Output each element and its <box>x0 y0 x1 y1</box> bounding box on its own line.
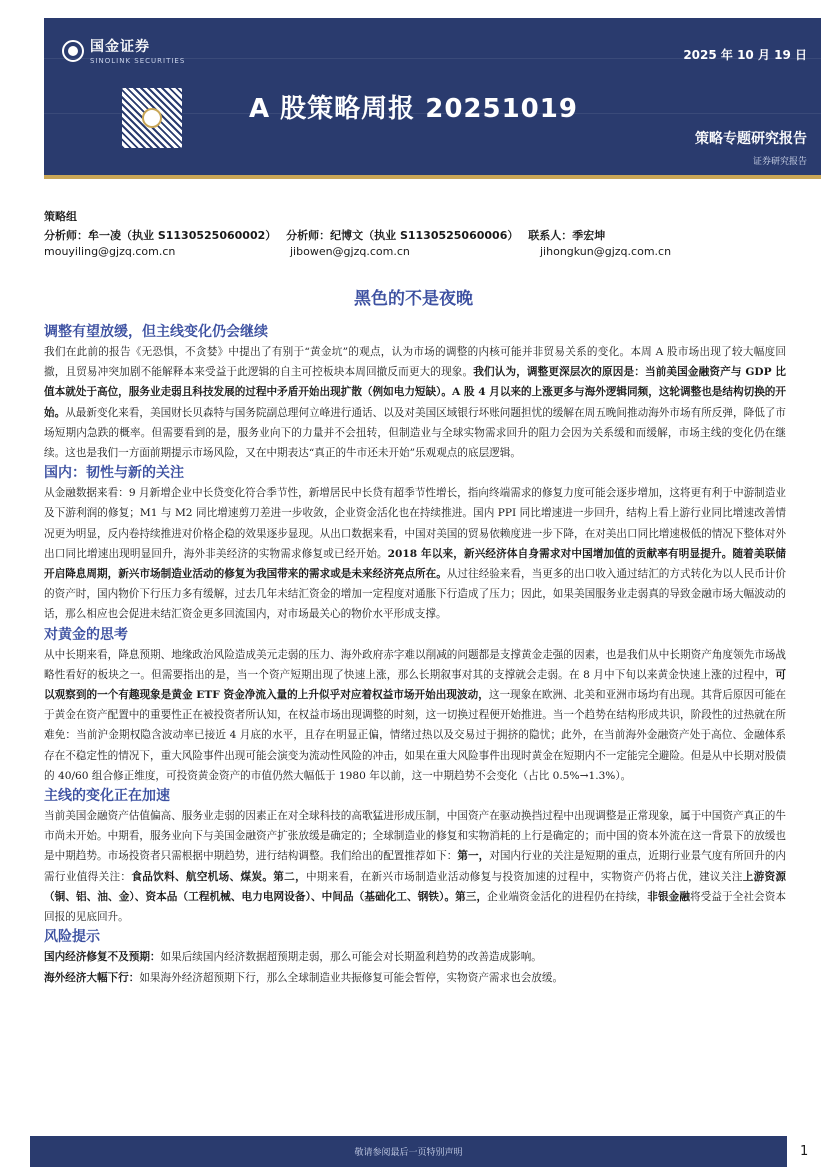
page-footer <box>30 1136 787 1167</box>
page-number: 1 <box>800 1144 809 1159</box>
logo-name-cn: 国金证券 <box>90 39 150 55</box>
report-subtype: 证券研究报告 <box>752 157 807 167</box>
section-paragraph: 我们在此前的报告《无恐惧，不贪婪》中提出了有别于“黄金坑”的观点，认为市场的调整的内核可能并非贸易关系的变化。本周 A 股市场出现了较大幅度回撤，且贸易冲突加剧不能解释本来受益于此逻辑的自主可控板块本周回撤反而更大的现象。我们认为，调整更深层次的原因是：当前美国金融资产与 GDP 比值本就处于高位，服务业走弱且科技发展的过程中矛盾开始出现扩散（例如电力短缺）。A 股 4 月以来的上涨更多与海外逻辑同频，这轮调整也是结构切换的开始。从最新变化来看，美国财长贝森特与国务院副总理何立峰进行通话、以及对美国区域银行坏账问题担忧的缓解在周五晚间推动海外市场有所反弹，降低了市场短期内急跌的概率。但需要看到的是，服务业向下的力量并不会扭转，但制造业与全球实物需求回升的阻力会因为关系缓和而缓解，市场主线的变化仍在继续。这也是我们一方面前期提示市场风险，又在中期表达“真正的牛市还未开始”乐观观点的底层逻辑。 <box>44 346 786 460</box>
section-title: 国内：韧性与新的关注 <box>44 465 184 482</box>
report-date: 2025 年 10 月 19 日 <box>683 48 807 62</box>
email-2[interactable]: jibowen@gjzq.com.cn <box>290 245 410 258</box>
qr-logo-icon <box>142 108 162 128</box>
email-3[interactable]: jihongkun@gjzq.com.cn <box>540 245 672 258</box>
footer-disclaimer: 敬请参阅最后一页特别声明 <box>354 1148 463 1158</box>
risk-item: 海外经济大幅下行：如果海外经济超预期下行，那么全球制造业共振修复可能会暂停，实物资产需求也会放缓。 <box>44 972 564 985</box>
analyst-1: 分析师：牟一凌（执业 S1130525060002） <box>44 229 277 242</box>
risk-item: 国内经济修复不及预期：如果后续国内经济数据超预期走弱，那么可能会对长期盈利趋势的改善造成影响。 <box>44 951 542 964</box>
contact-person: 联系人：季宏坤 <box>528 229 606 242</box>
risk-list <box>44 947 786 989</box>
report-title: A 股策略周报 20251019 <box>249 94 578 124</box>
email-1[interactable]: mouyiling@gjzq.com.cn <box>44 245 176 258</box>
report-banner <box>44 18 821 179</box>
section-title: 调整有望放缓，但主线变化仍会继续 <box>44 324 268 340</box>
company-logo <box>62 36 185 65</box>
report-body <box>44 322 786 989</box>
section-paragraph: 从中长期来看，降息预期、地缘政治风险造成美元走弱的压力、海外政府赤字难以削减的问题都是支撑黄金走强的因素，也是我们从中长期资产角度领先市场战略性看好的板块之一。但需要指出的是，当一个资产短期出现了快速上涨，那么长期叙事对其的支撑就会走弱。在 8 月中下旬以来黄金快速上涨的过程中，可以观察到的一个有趣现象是黄金 ETF 资金净流入量的上升似乎对应着权益市场开始出现波动，这一现象在欧洲、北美和亚洲市场均有出现。其背后原因可能在于黄金在资产配置中的重要性正在被投资者所认知，在权益市场出现调整的时刻，这一切换过程便开始推进。当一个趋势在结构形成共识，阶段性的过热就在所难免：当前沪金期权隐含波动率已接近 4 月底的水平，且存在明显正偏，情绪过热以及交易过于拥挤的隐忧；此外，在当前海外金融资产处于高位、金融体系存在不稳定性的情况下，重大风险事件出现可能会演变为流动性风险的冲击，如果在重大风险事件出现时黄金在短期内不一定能完全避险。但是从中长期对股债的 40/60 组合修正维度，可投资黄金资产的市值仍然大幅低于 1980 年以前，这一中期趋势不会变化（占比 0.5%→1.3%）。 <box>44 648 786 782</box>
banner-gold-strip <box>44 175 821 179</box>
section-title: 对黄金的思考 <box>44 626 128 643</box>
qr-code-icon <box>122 88 182 148</box>
section-paragraph: 从金融数据来看：9 月新增企业中长贷变化符合季节性，新增居民中长贷有超季节性增长，指向终端需求的修复力度可能会逐步增加，这将更有利于中游制造业及下游利润的修复；M1 与 M2 同比增速剪刀差进一步收敛，企业资金活化也在持续推进。国内 PPI 同比增速进一步回升，结构上看上游行业同比增速改善情况更为明显，反内卷持续推进对价格企稳的效果逐步显现。从出口数据来看，中国对美国的贸易依赖度进一步下降，在对美出口同比增速极低的情况下整体对外出口同比增速出现明显回升，海外非美经济的实物需求修复或已经开始。2018 年以来，新兴经济体自身需求对中国增加值的贡献率有明显提升。随着美联储开启降息周期，新兴市场制造业活动的修复为我国带来的需求或是未来经济亮点所在。从过往经验来看，当更多的出口收入通过结汇的方式转化为以人民币计价的资产时，国内物价下行压力多有缓解，过去几年未结汇资金的增加一定程度对通胀下行造成了压力；因此，如果美国服务业走弱真的导致金融市场大幅波动的话，那么相应也会促进未结汇资金更多回流国内，对市场最关心的物价水平形成支撑。 <box>44 487 787 621</box>
section-title: 风险提示 <box>44 929 100 946</box>
section-title: 主线的变化正在加速 <box>44 788 170 805</box>
logo-name-en: SINOLINK SECURITIES <box>90 57 186 65</box>
team-name: 策略组 <box>44 210 77 223</box>
section-paragraph: 当前美国金融资产估值偏高、服务业走弱的因素正在对全球科技的高歌猛进形成压制，中国资产在驱动换挡过程中出现调整是正常现象，属于中国资产真正的牛市尚未开始。中期看，服务业向下与美国金融资产扩张放缓是确定的；全球制造业的修复和实物消耗的上行是确定的；而中国的资本外流在这一背景下的放缓也是中期趋势。市场投资者只需根据中期趋势，进行结构调整。我们给出的配置推荐如下：第一，对国内行业的关注是短期的重点，近期行业景气度有所回升的内需行业值得关注：食品饮料、航空机场、煤炭。第二，中期来看，在新兴市场制造业活动修复与投资加速的过程中，实物资产仍将占优，建议关注上游资源（铜、铝、油、金）、资本品（工程机械、电力电网设备）、中间品（基础化工、钢铁）。第三，企业端资金活化的进程仍在持续，非银金融将受益于全社会资本回报的见底回升。 <box>44 810 787 924</box>
analyst-line <box>44 227 611 243</box>
logo-mark-icon <box>62 40 84 62</box>
analyst-2: 分析师：纪博文（执业 S1130525060006） <box>286 229 519 242</box>
report-headline: 黑色的不是夜晚 <box>354 289 473 309</box>
report-type: 策略专题研究报告 <box>695 131 807 147</box>
